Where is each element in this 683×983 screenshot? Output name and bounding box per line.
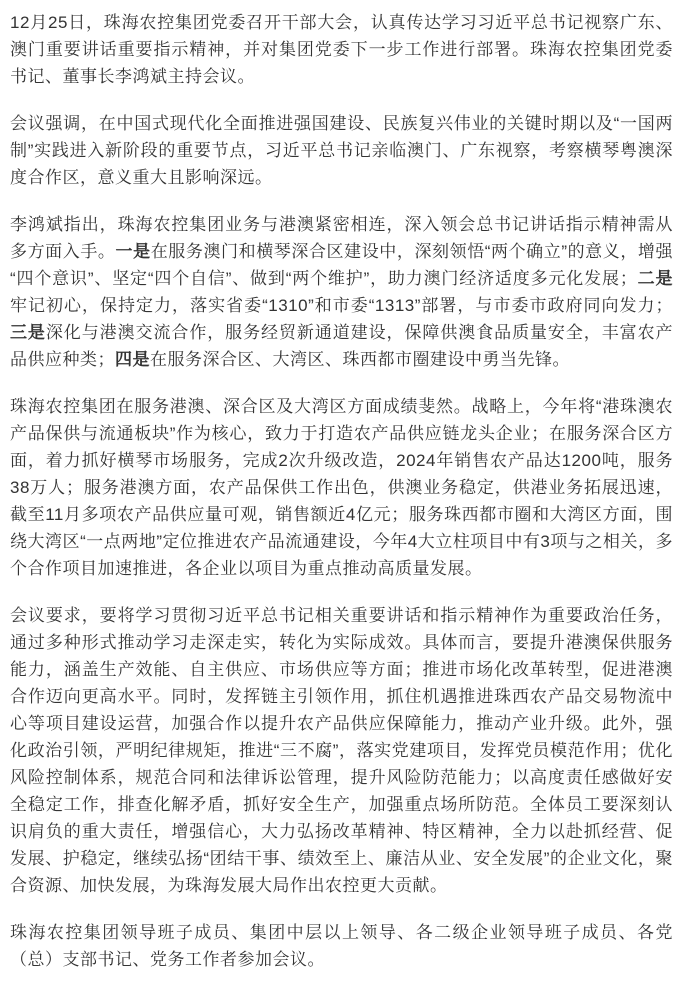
text-run-bold: 四是	[115, 350, 150, 369]
paragraph	[10, 211, 673, 373]
text-run-bold: 一是	[115, 242, 151, 261]
text-run: 珠海农控集团在服务港澳、深合区及大湾区方面成绩斐然。战略上，今年将“港珠澳农产品保供与流通板块”作为核心，致力于打造农产品供应链龙头企业；在服务深合区方面，着力抓好横琴市场服务，完成2次升级改造，2024年销售农产品达1200吨，服务38万人；服务港澳方面，农产品保供工作出色，供澳业务稳定，供港业务拓展迅速，截至11月多项农产品供应量可观，销售额近4亿元；服务珠西都市圈和大湾区方面，围绕大湾区“一点两地”定位推进农产品流通建设，今年4大立柱项目中有3项与之相关，多个合作项目加速推进，各企业以项目为重点推动高质量发展。	[10, 397, 673, 578]
paragraph	[10, 9, 673, 90]
text-run: 深化与港澳交流合作，服务经贸新通道建设，保障供澳食品质量安全，丰富农产品供应种类；	[10, 323, 674, 369]
paragraph	[10, 110, 673, 191]
paragraph	[10, 393, 673, 582]
text-run: 牢记初心，保持定力，落实省委“1310”和市委“1313”部署，与市委市政府同向发力；	[10, 296, 673, 315]
text-run: 会议要求，要将学习贯彻习近平总书记相关重要讲话和指示精神作为重要政治任务，通过多种形式推动学习走深走实，转化为实际成效。具体而言，要提升港澳保供服务能力，涵盖生产效能、自主供应、市场供应等方面；推进市场化改革转型，促进港澳合作迈向更高水平。同时，发挥链主引领作用，抓住机遇推进珠西农产品交易物流中心等项目建设运营，加强合作以提升农产品供应保障能力，推动产业升级。此外，强化政治引领，严明纪律规矩，推进“三不腐”，落实党建项目，发挥党员模范作用；优化风险控制体系，规范合同和法律诉讼管理，提升风险防范能力；以高度责任感做好安全稳定工作，排查化解矛盾，抓好安全生产，加强重点场所防范。全体员工要深刻认识肩负的重大责任，增强信心，大力弘扬改革精神、特区精神，全力以赴抓经营、促发展、护稳定，继续弘扬“团结干事、绩效至上、廉洁从业、安全发展”的企业文化，聚合资源、加快发展，为珠海发展大局作出农控更大贡献。	[10, 606, 673, 895]
text-run: 李鸿斌指出，珠海农控集团业务与港澳紧密相连，深入领会总书记讲话指示精神需从多方面入手。	[10, 215, 673, 261]
text-run: 12月25日，珠海农控集团党委召开干部大会，认真传达学习习近平总书记视察广东、澳门重要讲话重要指示精神，并对集团党委下一步工作进行部署。珠海农控集团党委书记、董事长李鸿斌主持会议。	[10, 13, 673, 86]
text-run-bold: 二是	[637, 269, 674, 288]
paragraph	[10, 919, 673, 973]
text-run: 在服务深合区、大湾区、珠西都市圈建设中勇当先锋。	[150, 350, 570, 369]
text-run-bold: 三是	[10, 323, 46, 342]
paragraph	[10, 602, 673, 899]
text-run: 珠海农控集团领导班子成员、集团中层以上领导、各二级企业领导班子成员、各党（总）支部书记、党务工作者参加会议。	[10, 923, 673, 969]
article-body	[10, 9, 673, 973]
text-run: 会议强调，在中国式现代化全面推进强国建设、民族复兴伟业的关键时期以及“一国两制”实践进入新阶段的重要节点，习近平总书记亲临澳门、广东视察，考察横琴粤澳深度合作区，意义重大且影响深远。	[10, 114, 673, 187]
text-run: 在服务澳门和横琴深合区建设中，深刻领悟“两个确立”的意义，增强“四个意识”、坚定“四个自信”、做到“两个维护”，助力澳门经济适度多元化发展；	[10, 242, 674, 288]
